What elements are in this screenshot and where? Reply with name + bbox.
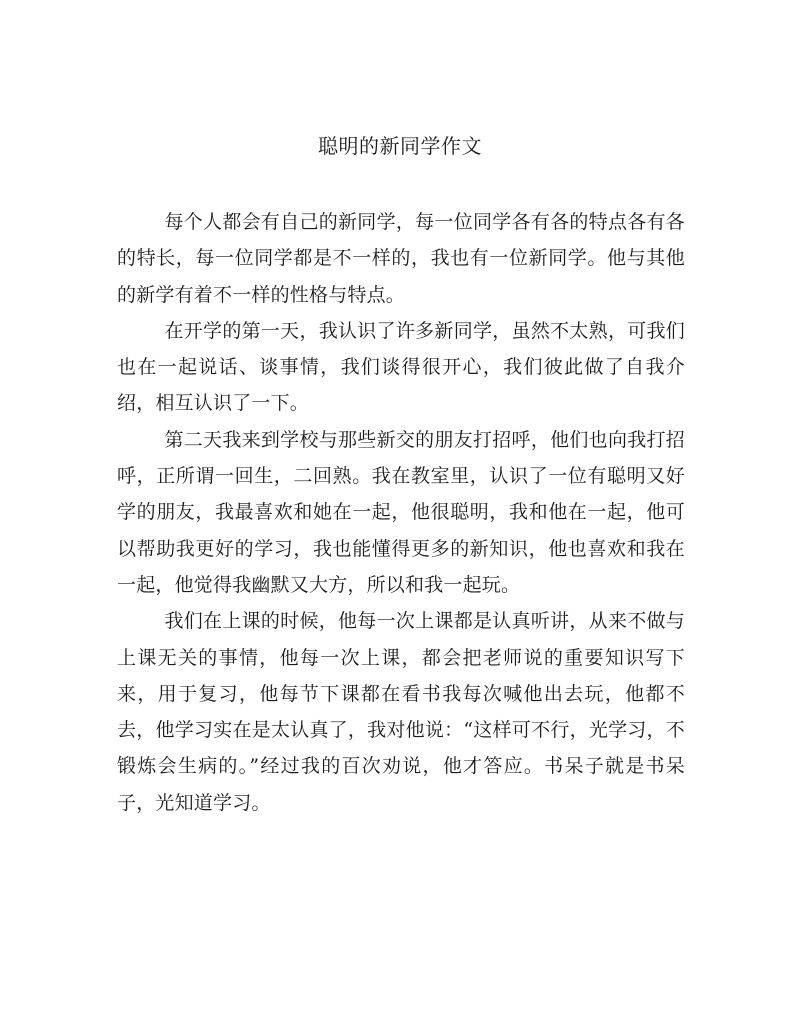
paragraph-2: 在开学的第一天，我认识了许多新同学，虽然不太熟，可我们也在一起说话、谈事情，我们谈得很开心，我们彼此做了自我介绍，相互认识了一下。: [117, 319, 685, 415]
document-title: 聪明的新同学作文: [318, 134, 482, 158]
paragraph-3: 第二天我来到学校与那些新交的朋友打招呼，他们也向我打招呼，正所谓一回生，二回熟。我在教室里，认识了一位有聪明又好学的朋友，我最喜欢和她在一起，他很聪明，我和他在一起，他可以帮助我更好的学习，我也能懂得更多的新知识，他也喜欢和我在一起，他觉得我幽默又大方，所以和我一起玩。: [117, 428, 685, 596]
paragraph-4: 我们在上课的时候，他每一次上课都是认真听讲，从来不做与上课无关的事情，他每一次上课，都会把老师说的重要知识写下来，用于复习，他每节下课都在看书我每次喊他出去玩，他都不去，他学习实在是太认真了，我对他说：“这样可不行，光学习，不锻炼会生病的。”经过我的百次劝说，他才答应。书呆子就是书呆子，光知道学习。: [117, 610, 685, 814]
paragraph-1: 每个人都会有自己的新同学，每一位同学各有各的特点各有各的特长，每一位同学都是不一样的，我也有一位新同学。他与其他的新学有着不一样的性格与特点。: [117, 211, 685, 306]
document-body: [117, 204, 685, 821]
